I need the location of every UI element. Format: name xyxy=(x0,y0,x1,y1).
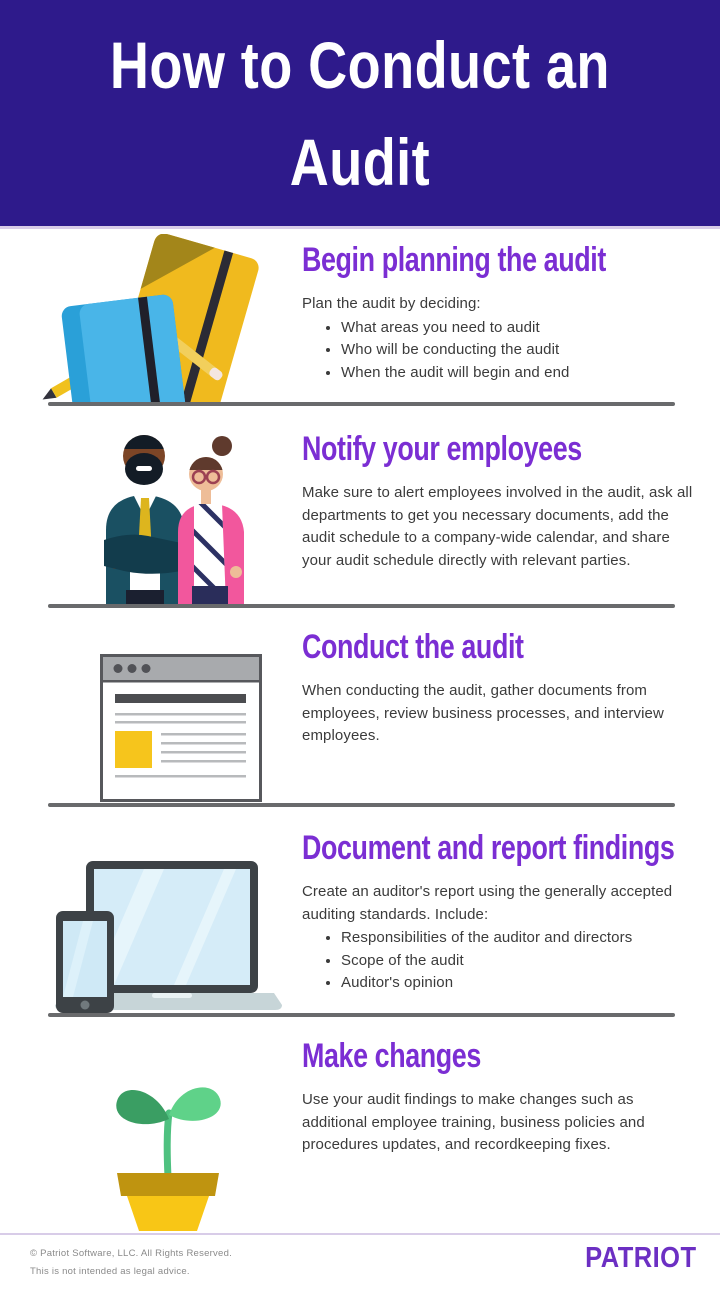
page-title-line1: How to Conduct an xyxy=(109,28,610,102)
copyright-text: © Patriot Software, LLC. All Rights Reserved. xyxy=(30,1248,232,1259)
step-title: Begin planning the audit xyxy=(302,241,606,279)
step-title: Notify your employees xyxy=(302,430,582,468)
step-report-findings xyxy=(0,807,720,1013)
browser-document-illustration xyxy=(100,654,262,802)
bullet-item: • Scope of the audit xyxy=(341,950,696,973)
step-title: Conduct the audit xyxy=(302,628,524,666)
step-plan-audit xyxy=(0,229,720,402)
step-lead: Plan the audit by deciding: xyxy=(302,295,481,312)
notebooks-pencils-illustration xyxy=(34,234,276,402)
step-lead: Create an auditor's report using the generally accepted auditing standards. Include: xyxy=(302,883,673,923)
bullet-item: • When the audit will begin and end xyxy=(341,362,696,385)
step-bullet-list xyxy=(302,317,696,385)
step-make-changes xyxy=(0,1017,720,1233)
title-banner xyxy=(0,0,720,229)
step-body: When conducting the audit, gather documents from employees, review business processes, and interview employees. xyxy=(302,682,664,744)
step-bullet-list xyxy=(302,927,696,995)
two-employees-illustration xyxy=(98,422,293,604)
disclaimer-text: This is not intended as legal advice. xyxy=(30,1266,190,1277)
patriot-logo: PATRIOT xyxy=(584,1242,696,1274)
step-title: Document and report findings xyxy=(302,829,675,867)
page-title-line2: Audit xyxy=(289,125,431,199)
potted-sprout-illustration xyxy=(93,1073,243,1231)
step-conduct-audit xyxy=(0,608,720,803)
bullet-item: • Who will be conducting the audit xyxy=(341,339,696,362)
bullet-item: • Responsibilities of the auditor and directors xyxy=(341,927,696,950)
laptop-tablet-illustration xyxy=(46,861,286,1013)
step-notify-employees xyxy=(0,406,720,604)
step-body: Make sure to alert employees involved in the audit, ask all departments to get you necessary documents, add the audit schedule to a company-wide calendar, and share your audit schedule directly with relevant parties. xyxy=(302,484,693,569)
bullet-item: • What areas you need to audit xyxy=(341,317,696,340)
step-body: Use your audit findings to make changes such as additional employee training, business policies and procedures updates, and recordkeeping fixes. xyxy=(302,1091,645,1153)
page-title xyxy=(110,17,610,211)
footer xyxy=(0,1235,720,1290)
bullet-item: • Auditor's opinion xyxy=(341,972,696,995)
step-title: Make changes xyxy=(302,1037,481,1075)
